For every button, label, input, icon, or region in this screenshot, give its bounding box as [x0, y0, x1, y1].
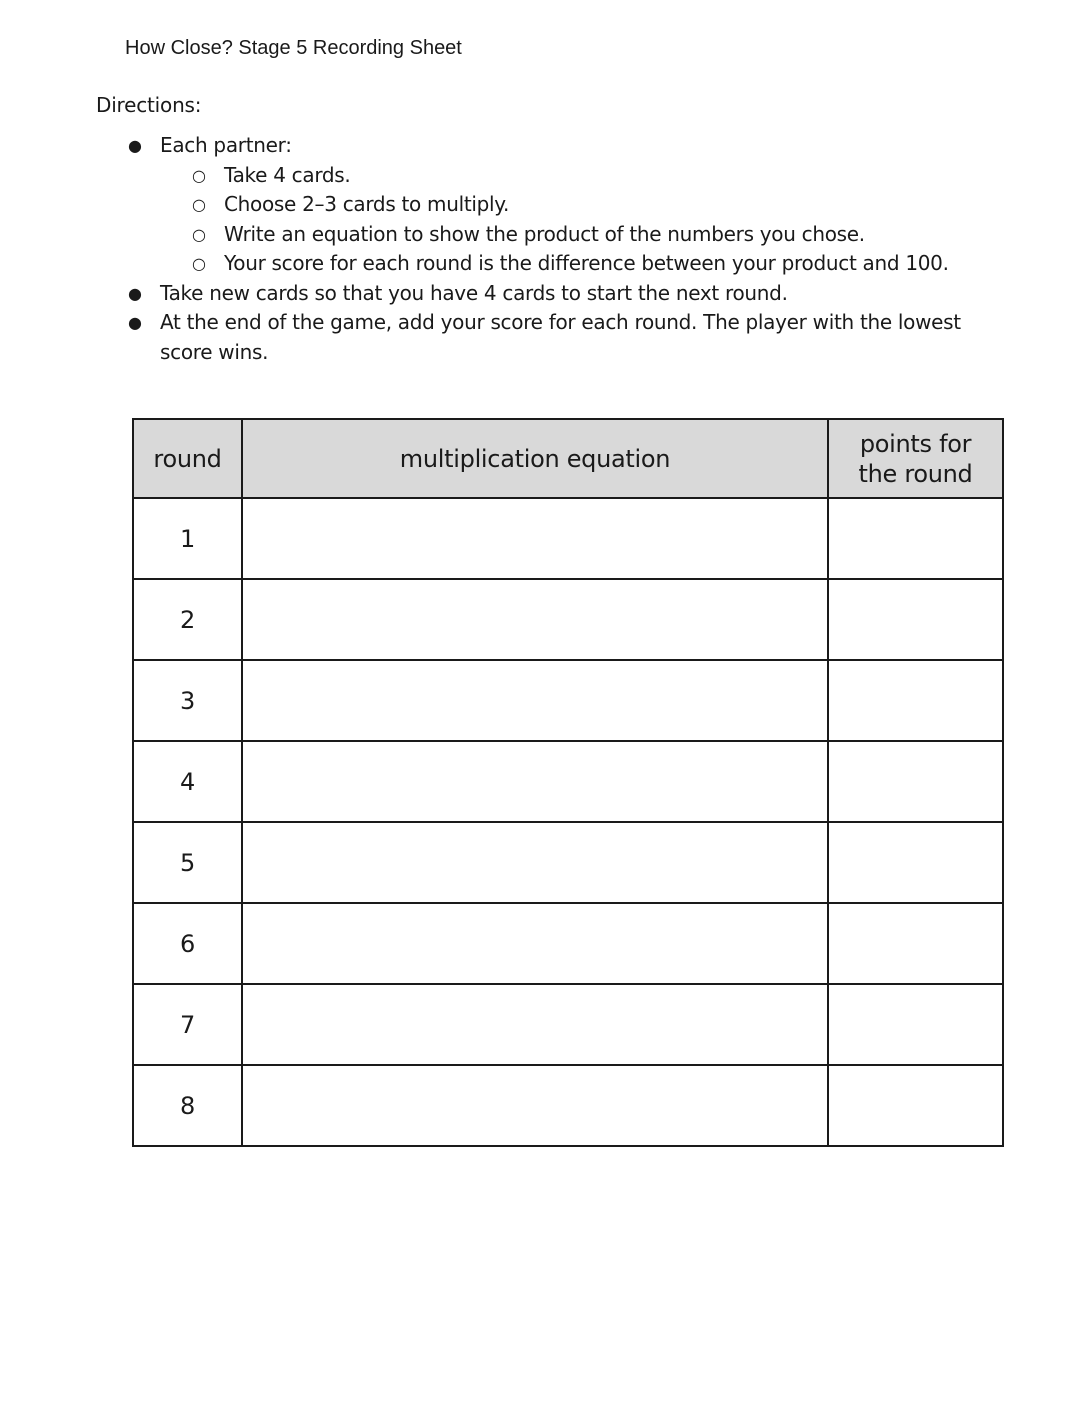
- points-cell[interactable]: [828, 498, 1003, 579]
- list-item-text: At the end of the game, add your score for each round. The player with the lowest score wins.: [160, 310, 961, 364]
- table-row: [133, 822, 1003, 903]
- column-header-points-line1: points for: [859, 429, 972, 458]
- sub-list-item-text: Write an equation to show the product of the numbers you chose.: [224, 221, 865, 246]
- bullet-icon: ●: [128, 283, 142, 303]
- column-header-round: round: [133, 419, 242, 498]
- points-cell[interactable]: [828, 1065, 1003, 1146]
- list-item: [96, 279, 996, 309]
- list-item: [96, 131, 996, 161]
- page-title: How Close? Stage 5 Recording Sheet: [125, 37, 462, 59]
- equation-cell[interactable]: [242, 1065, 828, 1146]
- sub-list-item-text: Your score for each round is the difference between your product and 100.: [224, 251, 949, 275]
- directions-list: [96, 131, 996, 367]
- bullet-icon: ●: [128, 313, 142, 332]
- column-header-points-line2: the round: [858, 459, 973, 488]
- table-row: [133, 498, 1003, 579]
- sub-list-item-text: Take 4 cards.: [224, 162, 351, 187]
- sub-bullet-icon: ○: [192, 195, 206, 214]
- points-cell[interactable]: [828, 741, 1003, 822]
- round-number-cell: 6: [133, 903, 242, 984]
- round-number-cell: 8: [133, 1065, 242, 1146]
- recording-table: [132, 418, 1004, 1147]
- column-header-equation: multiplication equation: [242, 419, 828, 498]
- sub-list-item: [96, 220, 996, 250]
- round-number-cell: 2: [133, 579, 242, 660]
- points-cell[interactable]: [828, 903, 1003, 984]
- points-cell[interactable]: [828, 579, 1003, 660]
- sub-bullet-icon: ○: [192, 254, 206, 273]
- directions-heading: Directions:: [96, 93, 202, 117]
- sub-list-item: [96, 190, 996, 220]
- round-number-cell: 3: [133, 660, 242, 741]
- equation-cell[interactable]: [242, 741, 828, 822]
- equation-cell[interactable]: [242, 498, 828, 579]
- round-number-cell: 7: [133, 984, 242, 1065]
- round-number-cell: 1: [133, 498, 242, 579]
- round-number-cell: 5: [133, 822, 242, 903]
- equation-cell[interactable]: [242, 903, 828, 984]
- list-item-text: Take new cards so that you have 4 cards to start the next round.: [160, 280, 788, 305]
- list-item: [96, 308, 996, 367]
- points-cell[interactable]: [828, 660, 1003, 741]
- points-cell[interactable]: [828, 822, 1003, 903]
- table-row: [133, 579, 1003, 660]
- column-header-points: [828, 419, 1003, 498]
- list-item-text: Each partner:: [160, 133, 292, 157]
- round-number-cell: 4: [133, 741, 242, 822]
- sub-bullet-icon: ○: [192, 165, 206, 185]
- bullet-icon: ●: [128, 136, 142, 155]
- table-header-row: [133, 419, 1003, 498]
- equation-cell[interactable]: [242, 660, 828, 741]
- table-row: [133, 903, 1003, 984]
- equation-cell[interactable]: [242, 579, 828, 660]
- sub-list-item-text: Choose 2–3 cards to multiply.: [224, 192, 510, 216]
- sub-list-item: [96, 249, 996, 279]
- table-row: [133, 741, 1003, 822]
- equation-cell[interactable]: [242, 984, 828, 1065]
- sub-bullet-icon: ○: [192, 224, 206, 244]
- table-row: [133, 660, 1003, 741]
- sub-list-item: [96, 161, 996, 191]
- points-cell[interactable]: [828, 984, 1003, 1065]
- table-row: [133, 1065, 1003, 1146]
- equation-cell[interactable]: [242, 822, 828, 903]
- table-row: [133, 984, 1003, 1065]
